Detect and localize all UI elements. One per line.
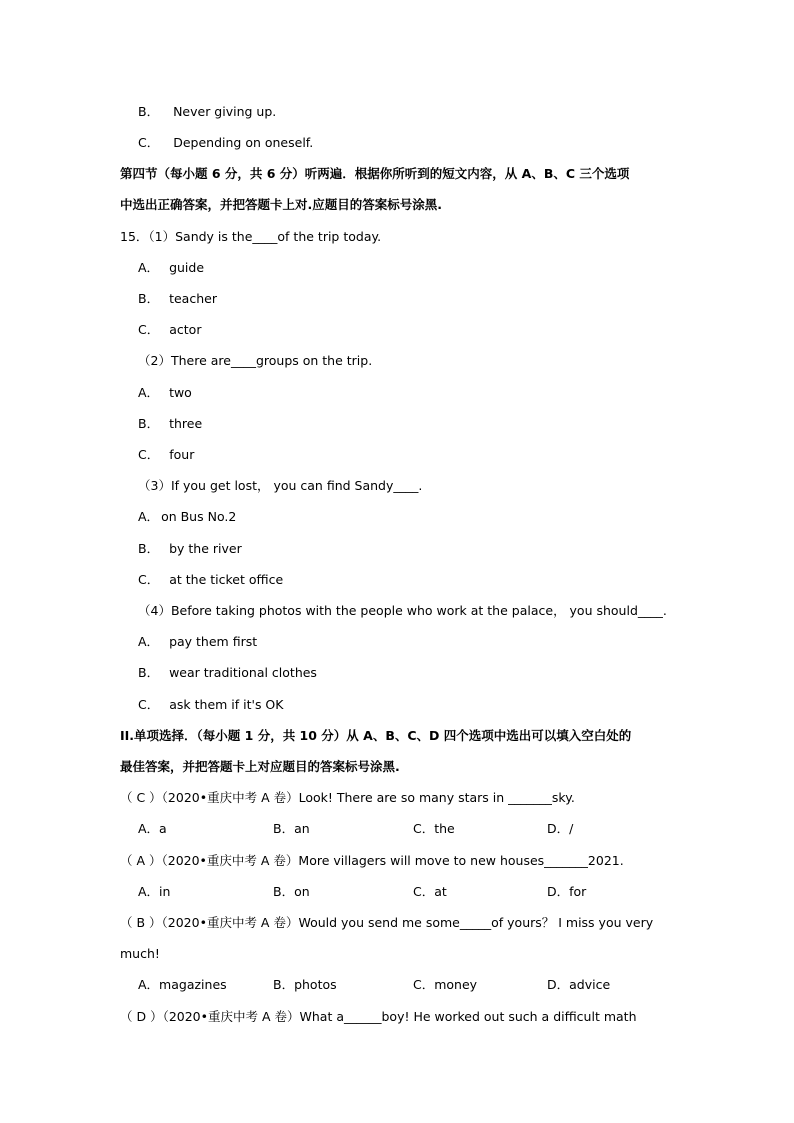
q15-4-option-c: [138, 697, 283, 713]
option-text: at the ticket office: [169, 572, 284, 587]
section4-instruction-line1: 第四节（每小题 6 分，共 6 分）听两遍．根据你所听到的短文内容，从 A、B、C 三个选项: [120, 166, 630, 181]
q15-sub2-stem: （2）There are____groups on the trip.: [138, 353, 373, 368]
q15-3-option-c: [138, 572, 283, 588]
option-text: Never giving up.: [173, 104, 277, 119]
mc-choice-b: B．an: [273, 821, 310, 836]
option-letter: C．: [138, 697, 160, 712]
mc-choice-b: B．photos: [273, 977, 337, 992]
option-letter: B．: [138, 541, 160, 556]
q15-2-option-a: [138, 385, 192, 401]
q15-sub3-stem: （3）If you get lost， you can find Sandy____.: [138, 478, 423, 493]
mc-choice-d: D．/: [547, 821, 574, 836]
q15-3-option-a: [138, 509, 236, 525]
mc-choice-a: A．in: [138, 884, 171, 899]
mc-choice-c: C．money: [413, 977, 478, 992]
option-text: ask them if it's OK: [169, 697, 284, 712]
mc-question-stem: （ C ）（2020•重庆中考 A 卷）Look! There are so many stars in _______sky.: [120, 790, 575, 805]
q15-1-option-a: [138, 260, 204, 276]
q15-2-option-c: [138, 447, 194, 463]
option-text: wear traditional clothes: [169, 665, 317, 680]
mc-question-stem: （ D ）（2020•重庆中考 A 卷）What a______boy! He worked out such a difficult math: [120, 1009, 637, 1024]
option-letter: B．: [138, 291, 160, 306]
q15-3-option-b: [138, 541, 242, 557]
part2-instruction-line1: II.单项选择．（每小题 1 分，共 10 分）从 A、B、C、D 四个选项中选出可以填入空白处的: [120, 728, 632, 743]
option-letter: A．: [138, 634, 160, 649]
q15-1-option-b: [138, 291, 217, 307]
option-text: four: [169, 447, 195, 462]
q15-sub4-stem: （4）Before taking photos with the people who work at the palace， you should____.: [138, 603, 667, 618]
mc-choice-c: C．the: [413, 821, 455, 836]
q15-2-option-b: [138, 416, 202, 432]
option-text: on Bus No.2: [161, 509, 237, 524]
option-text: guide: [169, 260, 205, 275]
option-text: two: [169, 385, 192, 400]
option-letter: C．: [138, 322, 160, 337]
option-text: pay them first: [169, 634, 258, 649]
option-text: three: [169, 416, 203, 431]
option-text: Depending on oneself.: [173, 135, 314, 150]
q15-1-option-c: [138, 322, 201, 338]
mc-choice-b: B．on: [273, 884, 310, 899]
mc-choice-a: A．magazines: [138, 977, 227, 992]
mc-choice-d: D．advice: [547, 977, 611, 992]
q15-4-option-a: [138, 634, 257, 650]
option-letter: A．: [138, 260, 160, 275]
mc-choice-c: C．at: [413, 884, 447, 899]
mc-choice-a: A．a: [138, 821, 167, 836]
option-letter: B．: [138, 416, 160, 431]
q15-stem: 15．（1）Sandy is the____of the trip today.: [120, 229, 382, 244]
option-c-prev: [138, 135, 313, 151]
mc-question-stem: （ B ）（2020•重庆中考 A 卷）Would you send me some_____of yours？ I miss you very: [120, 915, 654, 930]
option-letter: C．: [138, 572, 160, 587]
option-letter: B．: [138, 665, 160, 680]
mc-choice-d: D．for: [547, 884, 587, 899]
option-text: actor: [169, 322, 202, 337]
mc-question-stem-continued: much!: [120, 946, 160, 961]
option-letter: A．: [138, 385, 160, 400]
option-text: teacher: [169, 291, 217, 306]
option-letter: C．: [138, 447, 160, 462]
option-letter: A．: [138, 509, 160, 524]
q15-4-option-b: [138, 665, 317, 681]
option-text: by the river: [169, 541, 242, 556]
option-letter: C．: [138, 135, 160, 150]
option-letter: B．: [138, 104, 160, 119]
section4-instruction-line2: 中选出正确答案，并把答题卡上对.应题目的答案标号涂黑.: [120, 197, 442, 212]
part2-instruction-line2: 最佳答案，并把答题卡上对应题目的答案标号涂黑.: [120, 759, 400, 774]
mc-question-stem: （ A ）（2020•重庆中考 A 卷）More villagers will move to new houses_______2021.: [120, 853, 624, 868]
option-b-prev: [138, 104, 276, 120]
